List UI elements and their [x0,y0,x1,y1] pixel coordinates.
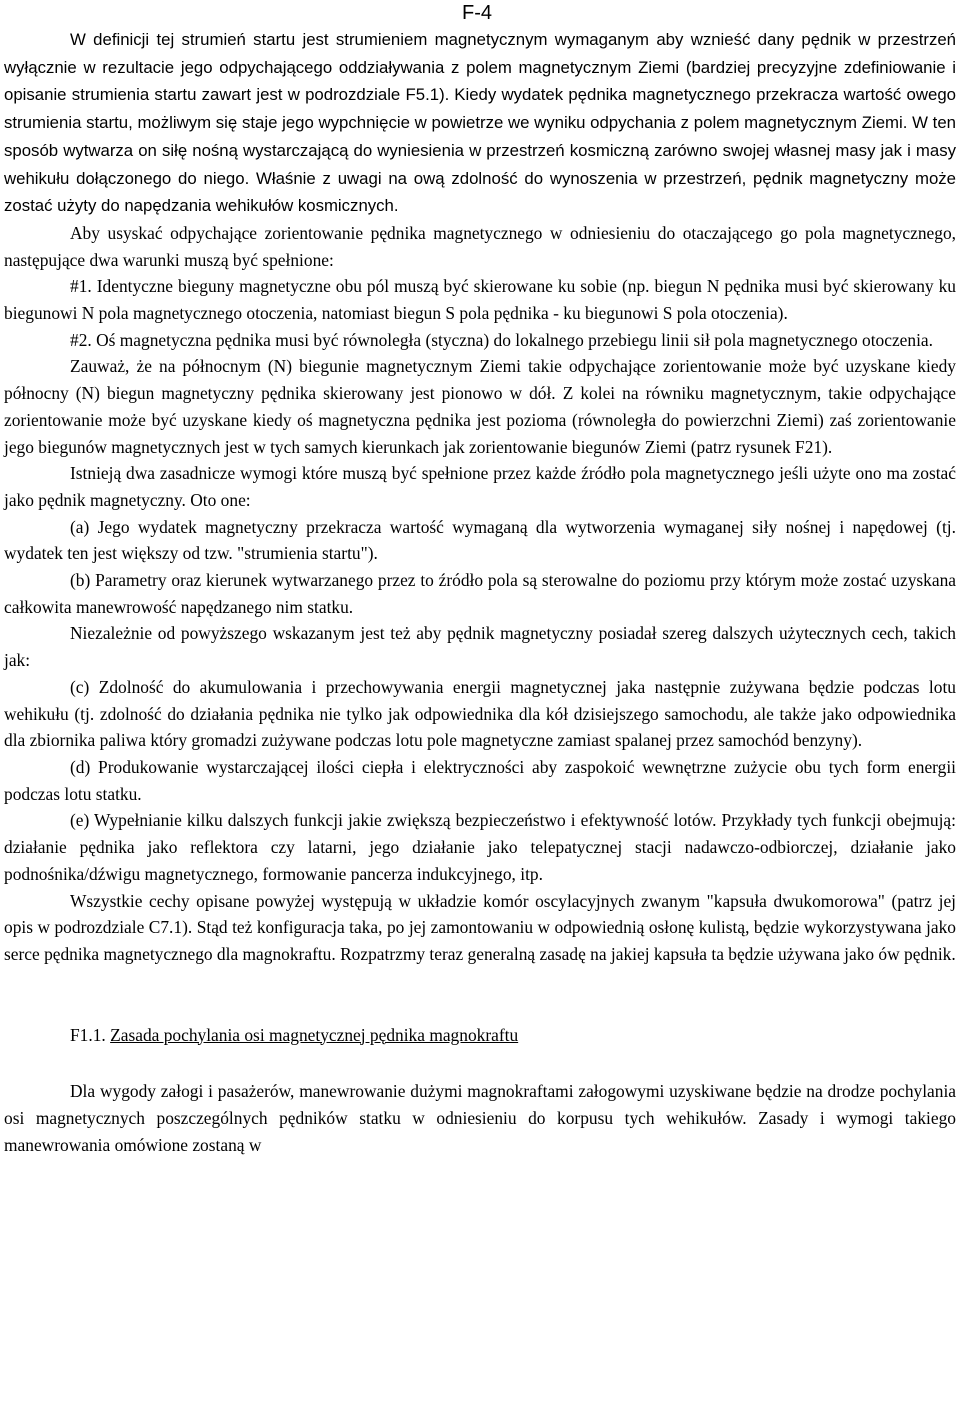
paragraph-feature-d: (d) Produkowanie wystarczającej ilości ciepła i elektryczności aby zaspokoić wewnętrzne zużycie obu tych form energii podczas lotu statku. [4,756,956,804]
spacer [4,968,956,1022]
paragraph-feature-e: (e) Wypełnianie kilku dalszych funkcji jakie zwiększą bezpieczeństwo i efektywność lotów. Przykłady tych funkcji obejmują: działanie pędnika jako reflektora czy latarni, jego działanie jako telepatycznej stacji nadawczo-odbiorczej, działanie jako podnośnika/dźwigu magnetycznego, formowanie pancerza indukcyjnego, itp. [4,810,956,884]
spacer [4,1048,956,1078]
paragraph-startup-flux-rest: Kiedy wydatek pędnika magnetycznego przekracza wartość owego strumienia startu, możliwym się staje jego wypchnięcie w powietrze we wyniku odpychania z polem magnetycznym Ziemi. W ten sposób wytwarza on siłę nośną wystarczającą do wyniesienia w przestrzeń kosmiczną zarówno swojej własnej masy jak i masy wehikułu dołączonego do niego. Właśnie z uwagi na ową zdolność do wynoszenia w przestrzeń, pędnik magnetyczny może zostać użyty do napędzania wehikułów kosmicznych. [4,85,956,216]
page-number: F-4 [462,2,492,24]
paragraph-condition-2: #2. Oś magnetyczna pędnika musi być równoległa (styczna) do lokalnego przebiegu linii sił pola magnetycznego otoczenia. [70,329,933,350]
paragraph-requirements-intro: Istnieją dwa zasadnicze wymogi które muszą być spełnione przez każde źródło pola magnetycznego jeśli użyte ono ma zostać jako pędnik magnetyczny. Oto one: [4,463,956,510]
section-heading [4,1022,956,1049]
paragraph-startup-flux-sans-text: W definicji tej strumień startu jest strumieniem magnetycznym wymaganym aby wznieść dany pędnik w przestrzeń wyłącznie w rezultacie jego odpychającego oddziaływania z polem magnetycznym Ziemi (bardziej precyzyjne zdefiniowanie i opisanie strumienia startu zawart jest w podrozdziale F5.1). [4,30,956,105]
paragraph-requirement-a: (a) Jego wydatek magnetyczny przekracza wartość wymaganą dla wytworzenia wymaganej siły nośnej i napędowej (tj. wydatek ten jest większy od tzw. "strumienia startu"). [4,516,956,564]
paragraph-requirement-b: (b) Parametry oraz kierunek wytwarzanego przez to źródło pola są sterowalne do poziomu przy którym może zostać uzyskana całkowita manewrowość napędzanego nim statku. [4,570,956,617]
document-body [4,26,956,1158]
paragraph-capsule: Wszystkie cechy opisane powyżej występują w układzie komór oscylacyjnych zwanym "kapsuła dwukomorowa" (patrz jej opis w podrozdziale C7.1). Stąd też konfiguracja taka, po jej zamontowaniu w odpowiednią osłonę kulistą, będzie wykorzystywana jako serce pędnika magnetycznego dla magnokraftu. Rozpatrzmy teraz generalną zasadę na jakiej kapsuła ta będzie używana jako ów pędnik. [4,890,956,964]
paragraph-condition-1: #1. Identyczne bieguny magnetyczne obu pól muszą być skierowane ku sobie (np. biegun N pędnika musi być skierowany ku biegunowi N pola magnetycznego otoczenia, natomiast biegun S pola pędnika - ku biegunowi S pola otoczenia). [4,276,956,324]
section-number: F1.1. [70,1024,106,1045]
paragraph-startup-flux [4,26,956,220]
paragraph-conditions-intro: Aby usyskać odpychające zorientowanie pędnika magnetycznego w odniesieniu do otaczającego go pola magnetycznego, następujące dwa warunki muszą być spełnione: [4,222,956,270]
paragraph-tilting-intro: Dla wygody załogi i pasażerów, manewrowanie dużymi magnokraftami załogowymi uzyskiwane będzie na drodze pochylania osi magnetycznych poszczególnych pędników statku w odniesieniu do korpusu tych wehikułów. Zasady i wymogi takiego manewrowania omówione zostaną w [4,1081,956,1155]
paragraph-note-orientation: Zauważ, że na północnym (N) biegunie magnetycznym Ziemi takie odpychające zorientowanie może być uzyskane kiedy północny (N) biegun magnetyczny pędnika skierowany jest pionowo w dół. Z kolei na równiku magnetycznym, takie odpychające zorientowanie może być uzyskane kiedy oś magnetyczna pędnika jest pozioma (równoległa do powierzchni Ziemi) zaś zorientowanie jego biegunów magnetycznych jest w tych samych kierunkach jak zorientowanie biegunów Ziemi (patrz rysunek F21). [4,356,956,457]
paragraph-features-intro: Niezależnie od powyższego wskazanym jest też aby pędnik magnetyczny posiadał szereg dalszych użytecznych cech, takich jak: [4,623,956,671]
section-title: Zasada pochylania osi magnetycznej pędnika magnokraftu [110,1024,519,1045]
paragraph-feature-c: (c) Zdolność do akumulowania i przechowywania energii magnetycznej jaka następnie zużywana będzie podczas lotu wehikułu (tj. zdolność do działania pędnika nie tylko jak odpowiednika dla kół dzisiejszego samochodu, ale także jako odpowiednika dla zbiornika paliwa który gromadzi zużywane podczas lotu pole magnetyczne zamiast spalanej przez samochód benzyny). [4,676,956,751]
